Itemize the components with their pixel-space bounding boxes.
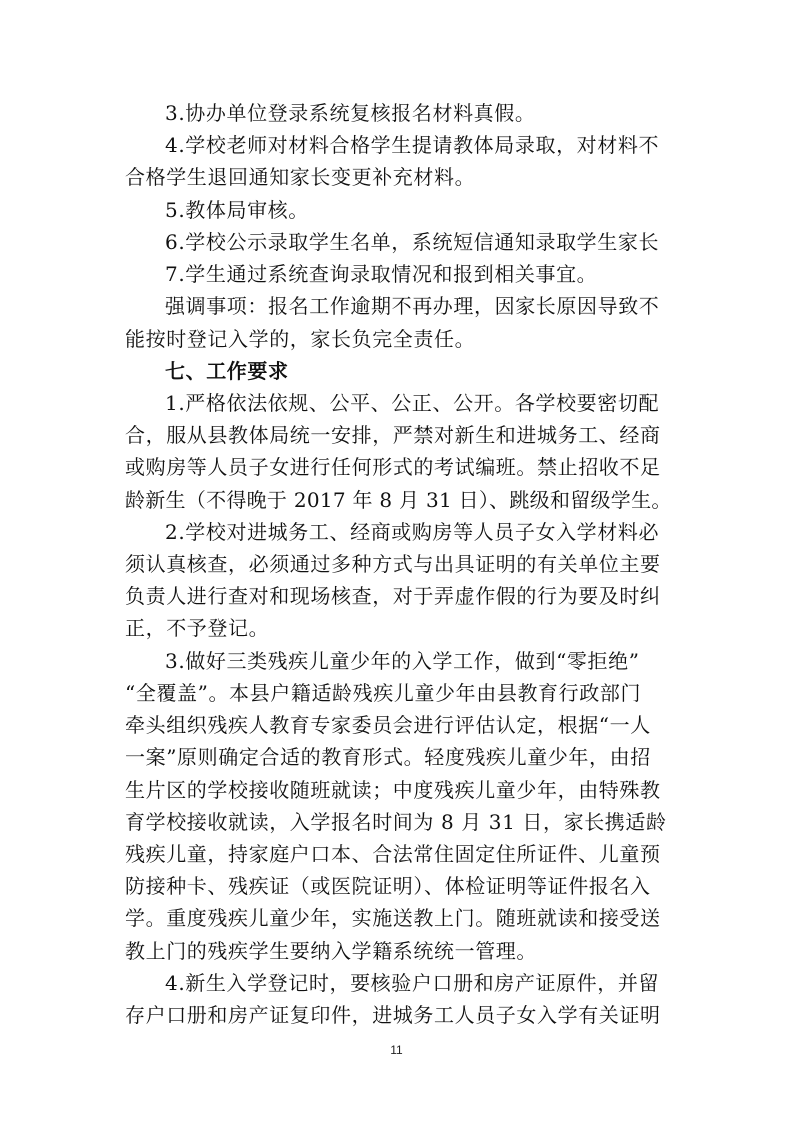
text-line: 牵头组织残疾人教育专家委员会进行评估认定，根据“一人 bbox=[125, 713, 651, 737]
text-line: 2.学校对进城务工、经商或购房等人员子女入学材料必 bbox=[165, 520, 660, 544]
text-line: 或购房等人员子女进行任何形式的考试编班。禁止招收不足 bbox=[125, 455, 661, 479]
section-heading: 七、工作要求 bbox=[165, 359, 289, 383]
text-line: 龄新生（不得晚于 2017 年 8 月 31 日）、跳级和留级学生。 bbox=[125, 488, 672, 512]
text-line: 3.做好三类残疾儿童少年的入学工作，做到“零拒绝” bbox=[165, 649, 640, 673]
text-line: 合格学生退回通知家长变更补充材料。 bbox=[125, 165, 476, 189]
text-line: 正，不予登记。 bbox=[125, 616, 270, 640]
text-line: 教上门的残疾学生要纳入学籍系统统一管理。 bbox=[125, 939, 537, 963]
text-line: 4.学校老师对材料合格学生提请教体局录取，对材料不 bbox=[165, 133, 660, 157]
text-line: 生片区的学校接收随班就读；中度残疾儿童少年，由特殊教 bbox=[125, 778, 661, 802]
text-line: 须认真核查，必须通过多种方式与出具证明的有关单位主要 bbox=[125, 552, 661, 576]
text-line: 4.新生入学登记时，要核验户口册和房产证原件，并留 bbox=[165, 971, 660, 995]
text-line: 强调事项：报名工作逾期不再办理，因家长原因导致不 bbox=[165, 294, 660, 318]
text-line: 育学校接收就读，入学报名时间为 8 月 31 日，家长携适龄 bbox=[125, 810, 667, 834]
text-line: “全覆盖”。本县户籍适龄残疾儿童少年由县教育行政部门 bbox=[125, 681, 642, 705]
text-line: 防接种卡、残疾证（或医院证明）、体检证明等证件报名入 bbox=[125, 874, 651, 898]
text-line: 存户口册和房产证复印件，进城务工人员子女入学有关证明 bbox=[125, 1003, 661, 1027]
text-line: 一案”原则确定合适的教育形式。轻度残疾儿童少年，由招 bbox=[125, 745, 651, 769]
text-line: 3.协办单位登录系统复核报名材料真假。 bbox=[165, 101, 536, 125]
text-line: 合，服从县教体局统一安排，严禁对新生和进城务工、经商 bbox=[125, 423, 661, 447]
text-line: 负责人进行查对和现场核查，对于弄虚作假的行为要及时纠 bbox=[125, 584, 661, 608]
text-line: 5.教体局审核。 bbox=[165, 198, 309, 222]
text-line: 学。重度残疾儿童少年，实施送教上门。随班就读和接受送 bbox=[125, 906, 661, 930]
text-line: 6.学校公示录取学生名单，系统短信通知录取学生家长 bbox=[165, 230, 660, 254]
page-number: 11 bbox=[390, 1043, 403, 1057]
text-line: 能按时登记入学的，家长负完全责任。 bbox=[125, 327, 476, 351]
text-line: 1.严格依法依规、公平、公正、公开。各学校要密切配 bbox=[165, 391, 660, 415]
text-line: 7.学生通过系统查询录取情况和报到相关事宜。 bbox=[165, 262, 598, 286]
text-line: 残疾儿童，持家庭户口本、合法常住固定住所证件、儿童预 bbox=[125, 842, 661, 866]
